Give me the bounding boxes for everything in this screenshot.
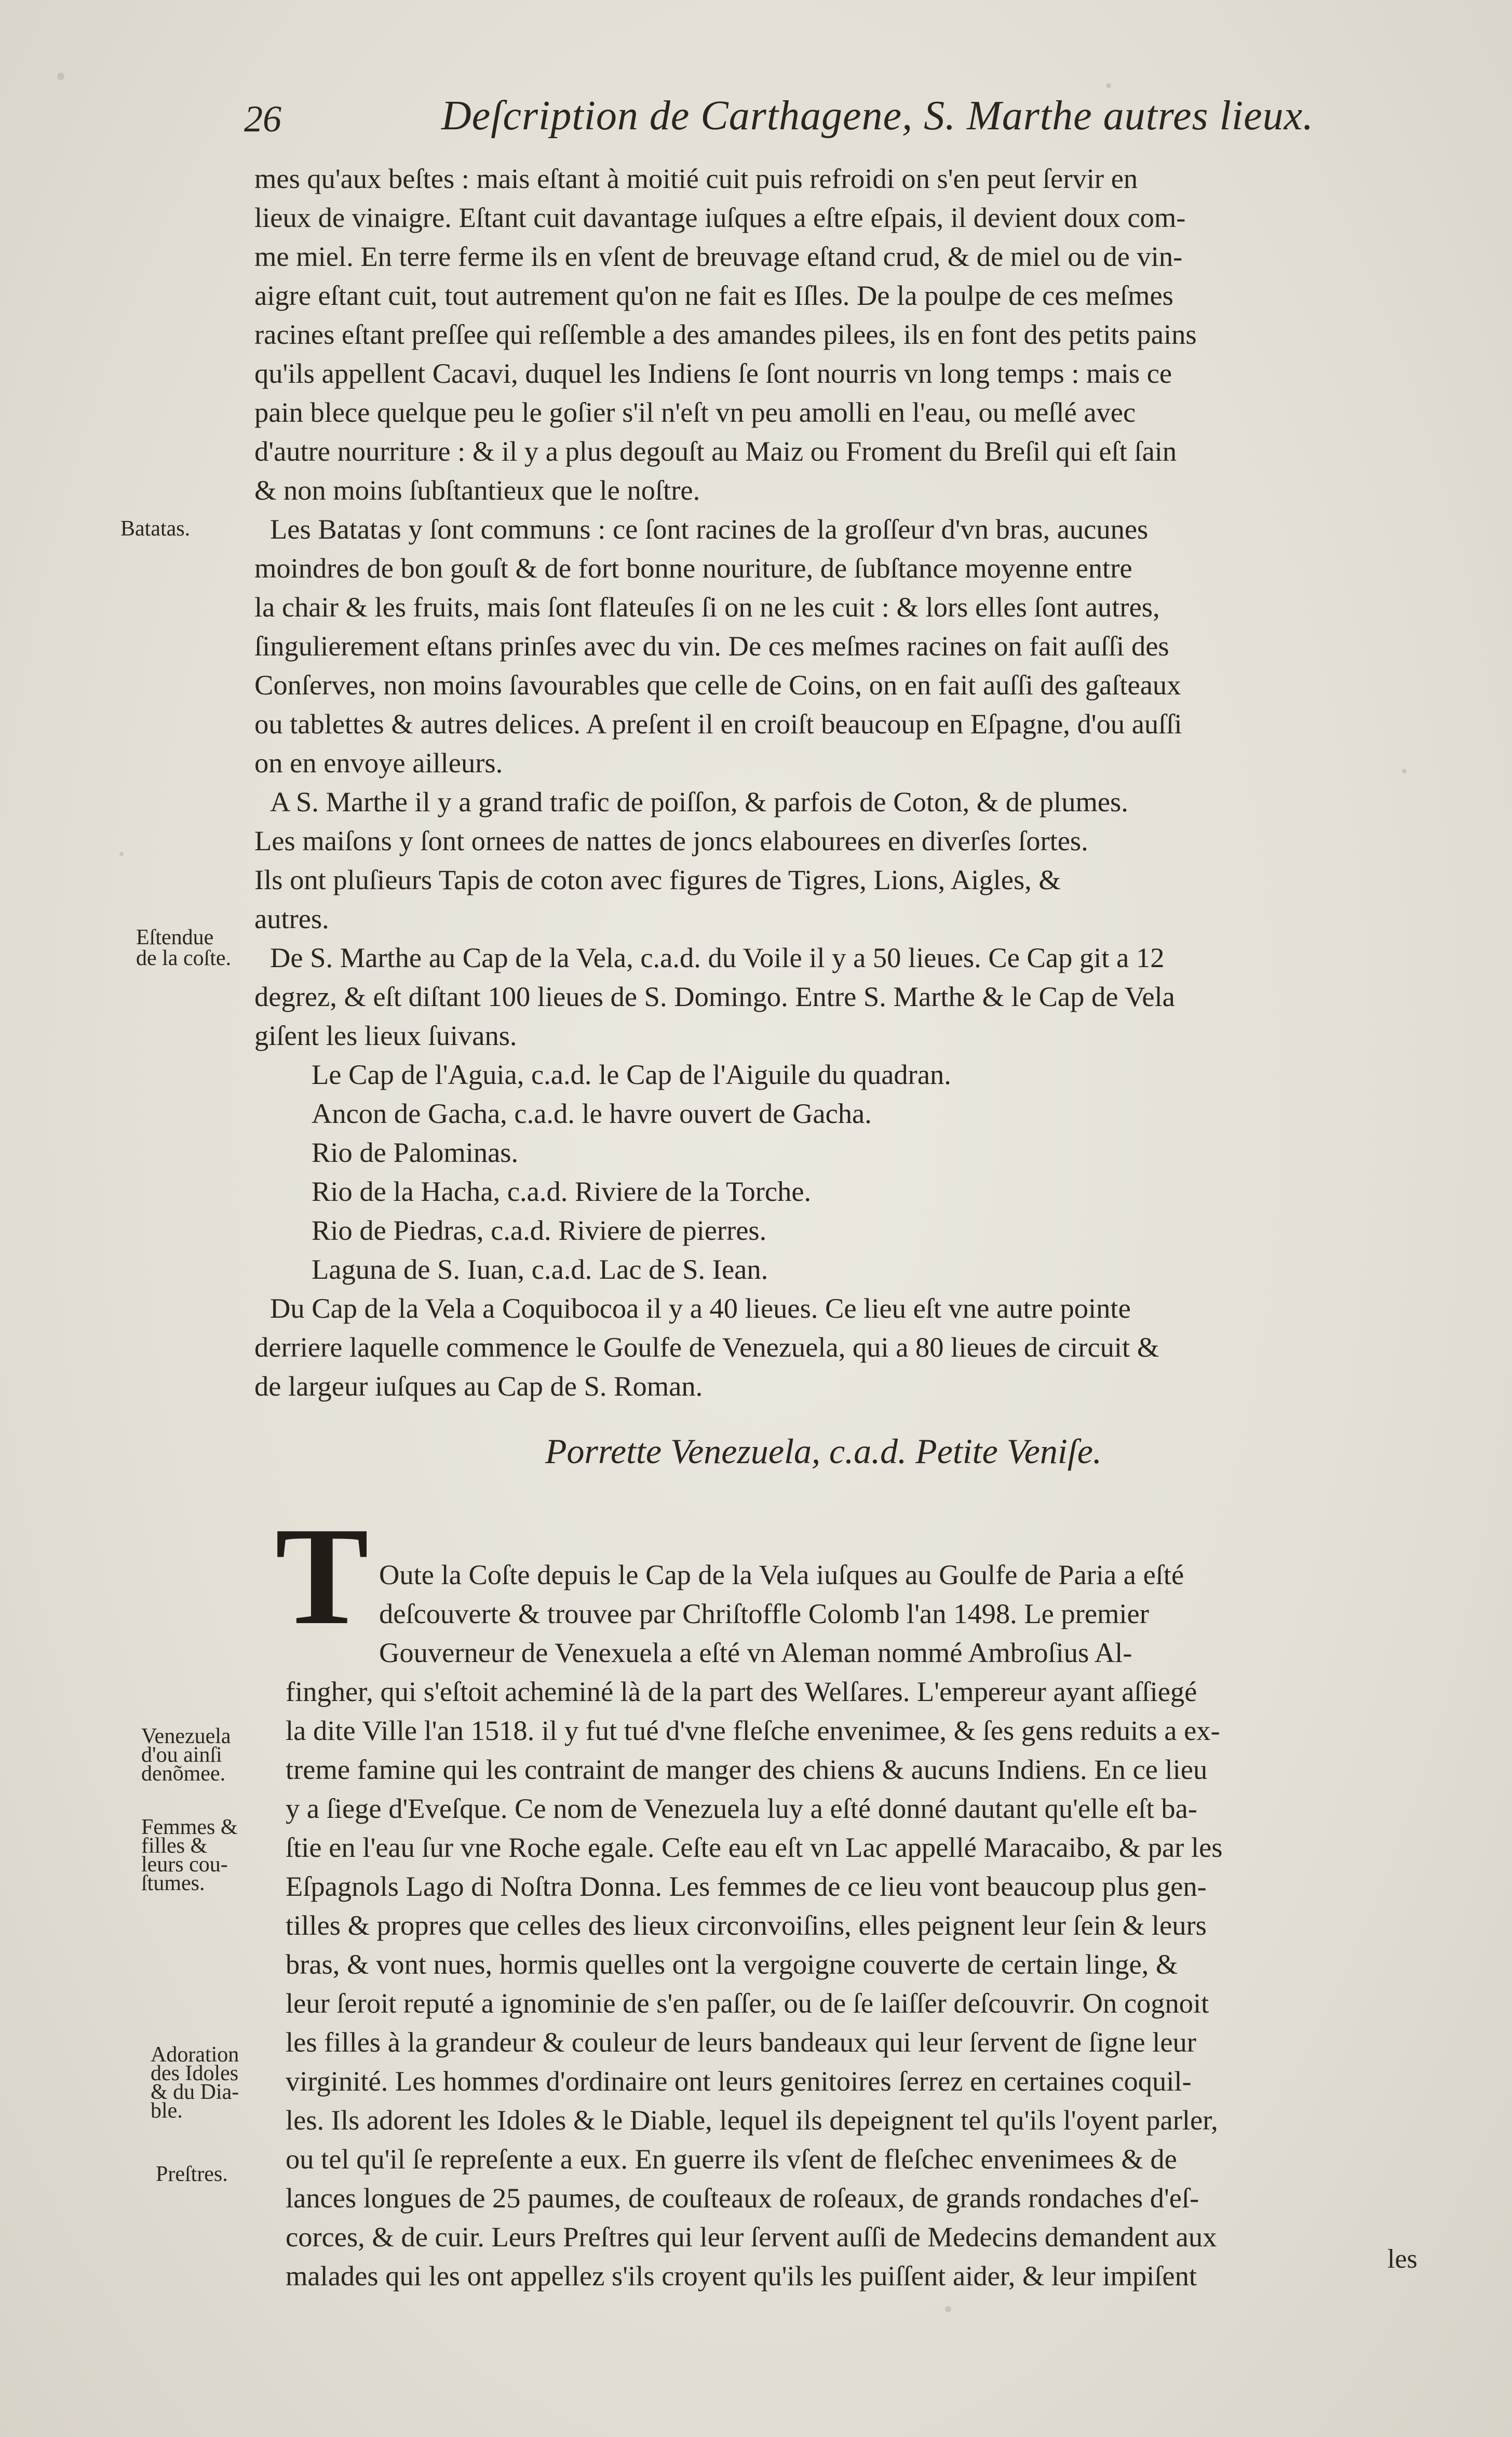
text-line: me miel. En terre ferme ils en vſent de breuvage eſtand crud, & de miel ou de vin- bbox=[254, 240, 1183, 272]
paper-speck bbox=[119, 852, 124, 856]
text-line: giſent les lieux ſuivans. bbox=[254, 1020, 517, 1051]
text-line: ſingulierement eſtans prinſes avec du vin. De ces meſmes racines on fait auſſi des bbox=[254, 630, 1169, 662]
margin-note-line: Preſtres. bbox=[156, 2162, 228, 2186]
margin-note-line: Venezuela bbox=[141, 1724, 231, 1748]
margin-note-line: & du Dia- bbox=[151, 2080, 239, 2104]
text-line: ou tablettes & autres delices. A preſent il en croiſt beaucoup en Eſpagne, d'ou auſſi bbox=[254, 708, 1182, 740]
text-line: derriere laquelle commence le Goulfe de Venezuela, qui a 80 lieues de circuit & bbox=[254, 1331, 1159, 1363]
text-line: on en envoye ailleurs. bbox=[254, 747, 503, 779]
text-line: lieux de vinaigre. Eſtant cuit davantage iuſques a eſtre eſpais, il devient doux com- bbox=[254, 202, 1186, 233]
text-line: leur ſeroit reputé a ignominie de s'en paſſer, ou de ſe laiſſer deſcouvrir. On cognoit bbox=[286, 1987, 1209, 2019]
margin-note-line: leurs cou- bbox=[141, 1853, 228, 1877]
text-line: Gouverneur de Venexuela a eſté vn Aleman nommé Ambroſius Al- bbox=[379, 1637, 1132, 1668]
text-line: qu'ils appellent Cacavi, duquel les Indiens ſe ſont nourris vn long temps : mais ce bbox=[254, 357, 1172, 389]
margin-note-line: filles & bbox=[141, 1834, 208, 1858]
text-line: malades qui les ont appellez s'ils croyent qu'ils les puiſſent aider, & leur impiſent bbox=[286, 2260, 1197, 2292]
text-line: deſcouverte & trouvee par Chriſtoffle Colomb l'an 1498. Le premier bbox=[379, 1598, 1149, 1629]
text-line: la chair & les fruits, mais ſont flateuſes ſi on ne les cuit : & lors elles ſont autres, bbox=[254, 591, 1160, 623]
text-line: de largeur iuſques au Cap de S. Roman. bbox=[254, 1370, 703, 1402]
text-block-venezuela bbox=[254, 1555, 1433, 2295]
margin-note-line: d'ou ainſi bbox=[141, 1743, 222, 1767]
list-item: Rio de Piedras, c.a.d. Riviere de pierres. bbox=[312, 1214, 767, 1246]
text-line: la dite Ville l'an 1518. il y fut tué d'vne fleſche envenimee, & ſes gens reduits a ex- bbox=[286, 1715, 1220, 1746]
margin-note-line: Eſtendue bbox=[136, 926, 214, 949]
margin-note-line: ble. bbox=[151, 2099, 183, 2123]
text-line: ſtie en l'eau ſur vne Roche egale. Ceſte eau eſt vn Lac appellé Maracaibo, & par les bbox=[286, 1831, 1223, 1863]
text-line: Oute la Coſte depuis le Cap de la Vela iuſques au Goulfe de Paria a eſté bbox=[379, 1559, 1184, 1590]
list-item: Le Cap de l'Aguia, c.a.d. le Cap de l'Aiguile du quadran. bbox=[312, 1059, 951, 1090]
text-line: pain blece quelque peu le goſier s'il n'eſt vn peu amolli en l'eau, ou meſlé avec bbox=[254, 396, 1136, 428]
text-line: moindres de bon gouſt & de fort bonne nouriture, de ſubſtance moyenne entre bbox=[254, 552, 1132, 584]
margin-note-line: ſtumes. bbox=[141, 1871, 205, 1895]
text-line: tilles & propres que celles des lieux circonvoiſins, elles peignent leur ſein & leurs bbox=[286, 1909, 1207, 1941]
text-line: degrez, & eſt diſtant 100 lieues de S. Domingo. Entre S. Marthe & le Cap de Vela bbox=[254, 981, 1175, 1012]
margin-note-line: de la coſte. bbox=[136, 946, 232, 970]
text-line: corces, & de cuir. Leurs Preſtres qui leur ſervent auſſi de Medecins demandent aux bbox=[286, 2221, 1217, 2253]
margin-note-line: Femmes & bbox=[141, 1815, 238, 1839]
page-number: 26 bbox=[244, 98, 281, 140]
text-line: treme famine qui les contraint de manger des chiens & aucuns Indiens. En ce lieu bbox=[286, 1753, 1208, 1785]
text-line: Ils ont pluſieurs Tapis de coton avec figures de Tigres, Lions, Aigles, & bbox=[254, 864, 1061, 895]
text-line: les. Ils adorent les Idoles & le Diable, lequel ils depeignent tel qu'ils l'oyent parler, bbox=[286, 2104, 1218, 2136]
text-line: & non moins ſubſtantieux que le noſtre. bbox=[254, 474, 700, 506]
paper-speck bbox=[945, 2306, 951, 2312]
text-line: mes qu'aux beſtes : mais eſtant à moitié cuit puis refroidi on s'en peut ſervir en bbox=[254, 163, 1138, 194]
margin-note-batatas bbox=[120, 517, 191, 541]
text-line: les filles à la grandeur & couleur de leurs bandeaux qui leur ſervent de ſigne leur bbox=[286, 2026, 1196, 2058]
margin-note-line: denõmee. bbox=[141, 1762, 226, 1786]
list-item: Laguna de S. Iuan, c.a.d. Lac de S. Iean. bbox=[312, 1253, 768, 1285]
text-line: A S. Marthe il y a grand trafic de poiſſon, & parfois de Coton, & de plumes. bbox=[270, 786, 1128, 818]
text-line: Les maiſons y ſont ornees de nattes de joncs elabourees en diverſes ſortes. bbox=[254, 825, 1088, 856]
margin-note-line: Adoration bbox=[151, 2043, 239, 2067]
text-line: d'autre nourriture : & il y a plus degouſt au Maiz ou Froment du Breſil qui eſt ſain bbox=[254, 435, 1177, 467]
text-line: autres. bbox=[254, 903, 329, 934]
margin-note-adoration bbox=[151, 2043, 239, 2123]
list-item: Rio de la Hacha, c.a.d. Riviere de la Torche. bbox=[312, 1175, 812, 1207]
paper-speck bbox=[1106, 83, 1111, 88]
margin-note-femmes bbox=[141, 1815, 238, 1895]
text-line: fingher, qui s'eſtoit acheminé là de la part des Welſares. L'empereur ayant aſſiegé bbox=[286, 1676, 1197, 1707]
list-item: Ancon de Gacha, c.a.d. le havre ouvert de Gacha. bbox=[312, 1097, 872, 1129]
text-line: virginité. Les hommes d'ordinaire ont leurs genitoires ſerrez en certaines coquil- bbox=[286, 2065, 1192, 2097]
text-block-carthagene bbox=[254, 159, 1433, 1405]
margin-note-venezuela bbox=[141, 1724, 231, 1786]
text-line: De S. Marthe au Cap de la Vela, c.a.d. du Voile il y a 50 lieues. Ce Cap git a 12 bbox=[270, 942, 1165, 973]
text-line: Conſerves, non moins ſavourables que celle de Coins, on en fait auſſi des gaſteaux bbox=[254, 669, 1181, 701]
text-line: ou tel qu'il ſe repreſente a eux. En guerre ils vſent de fleſchec envenimees & de bbox=[286, 2143, 1177, 2175]
text-line: racines eſtant preſſee qui reſſemble a des amandes pilees, ils en font des petits pains bbox=[254, 318, 1197, 350]
catchword: les bbox=[1387, 2244, 1418, 2274]
text-line: Les Batatas y ſont communs : ce ſont racines de la groſſeur d'vn bras, aucunes bbox=[270, 513, 1149, 545]
running-head: Deſcription de Carthagene, S. Marthe autres lieux. bbox=[441, 93, 1314, 139]
text-line: Eſpagnols Lago di Noſtra Donna. Les femmes de ce lieu vont beaucoup plus gen- bbox=[286, 1870, 1207, 1902]
drop-cap: T bbox=[275, 1498, 369, 1654]
list-item: Rio de Palominas. bbox=[312, 1136, 519, 1168]
page-header bbox=[244, 92, 1314, 150]
text-line: bras, & vont nues, hormis quelles ont la vergoigne couverte de certain linge, & bbox=[286, 1948, 1178, 1980]
text-line: lances longues de 25 paumes, de couſteaux de roſeaux, de grands rondaches d'eſ- bbox=[286, 2182, 1199, 2214]
margin-note-prestres bbox=[156, 2162, 228, 2186]
text-line: aigre eſtant cuit, tout autrement qu'on ne fait es Iſles. De la poulpe de ces meſmes bbox=[254, 279, 1173, 311]
margin-note-estendue bbox=[136, 927, 231, 969]
paper-speck bbox=[57, 73, 64, 80]
text-line: y a ſiege d'Eveſque. Ce nom de Venezuela luy a eſté donné dautant qu'elle eſt ba- bbox=[286, 1792, 1197, 1824]
section-title: Porrette Venezuela, c.a.d. Petite Veniſe. bbox=[545, 1431, 1102, 1471]
margin-note-line: des Idoles bbox=[151, 2061, 239, 2085]
text-line: Du Cap de la Vela a Coquibocoa il y a 40 lieues. Ce lieu eſt vne autre pointe bbox=[270, 1292, 1131, 1324]
margin-note-line: Batatas. bbox=[120, 517, 191, 541]
